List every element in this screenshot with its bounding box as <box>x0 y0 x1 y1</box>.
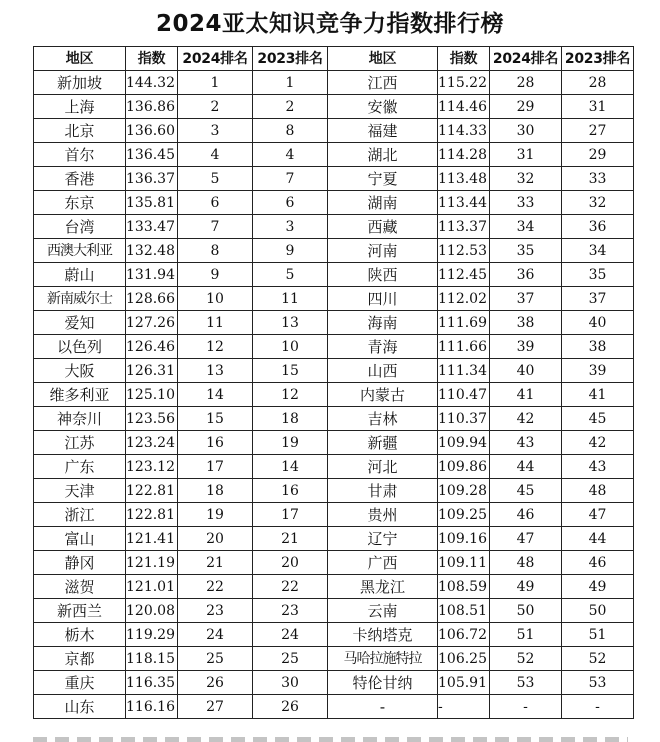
left-region-cell: 西澳大利亚 <box>34 239 126 263</box>
table-row <box>34 167 634 191</box>
right-index-cell: 114.33 <box>438 119 490 143</box>
right-region-cell: - <box>328 695 438 719</box>
left-index-cell: 123.12 <box>126 455 178 479</box>
left-rank-2023-cell: 2 <box>253 95 328 119</box>
left-rank-2023-cell: 5 <box>253 263 328 287</box>
right-index-cell: 110.37 <box>438 407 490 431</box>
left-rank-2023-cell: 21 <box>253 527 328 551</box>
left-region-cell: 天津 <box>34 479 126 503</box>
header-region-right: 地区 <box>328 47 438 71</box>
header-rank-2023-right: 2023排名 <box>562 47 634 71</box>
left-rank-2023-cell: 30 <box>253 671 328 695</box>
right-index-cell: 115.22 <box>438 71 490 95</box>
left-index-cell: 121.19 <box>126 551 178 575</box>
right-index-cell: 109.28 <box>438 479 490 503</box>
right-region-cell: 黑龙江 <box>328 575 438 599</box>
left-region-cell: 富山 <box>34 527 126 551</box>
left-index-cell: 123.24 <box>126 431 178 455</box>
right-region-cell: 河南 <box>328 239 438 263</box>
right-index-cell: 109.25 <box>438 503 490 527</box>
left-index-cell: 127.26 <box>126 311 178 335</box>
right-index-cell: 110.47 <box>438 383 490 407</box>
left-index-cell: 123.56 <box>126 407 178 431</box>
table-row <box>34 647 634 671</box>
left-index-cell: 122.81 <box>126 479 178 503</box>
left-rank-2024-cell: 18 <box>178 479 253 503</box>
right-region-cell: 甘肃 <box>328 479 438 503</box>
right-index-cell: 105.91 <box>438 671 490 695</box>
right-rank-2023-cell: 43 <box>562 455 634 479</box>
right-rank-2023-cell: 40 <box>562 311 634 335</box>
document-title: 2024亚太知识竞争力指数排行榜 <box>155 11 504 37</box>
left-rank-2023-cell: 22 <box>253 575 328 599</box>
table-row <box>34 119 634 143</box>
left-region-cell: 爱知 <box>34 311 126 335</box>
left-rank-2023-cell: 7 <box>253 167 328 191</box>
table-row <box>34 551 634 575</box>
left-rank-2024-cell: 20 <box>178 527 253 551</box>
left-rank-2024-cell: 3 <box>178 119 253 143</box>
left-rank-2024-cell: 23 <box>178 599 253 623</box>
table-header-row <box>34 47 634 71</box>
right-region-cell: 特伦甘纳 <box>328 671 438 695</box>
table-row <box>34 671 634 695</box>
left-rank-2024-cell: 9 <box>178 263 253 287</box>
left-index-cell: 122.81 <box>126 503 178 527</box>
left-rank-2024-cell: 13 <box>178 359 253 383</box>
header-region-left: 地区 <box>34 47 126 71</box>
right-rank-2024-cell: 53 <box>490 671 562 695</box>
left-index-cell: 126.46 <box>126 335 178 359</box>
right-index-cell: 113.44 <box>438 191 490 215</box>
right-region-cell: 辽宁 <box>328 527 438 551</box>
right-rank-2024-cell: 38 <box>490 311 562 335</box>
right-region-cell: 卡纳塔克 <box>328 623 438 647</box>
table-row <box>34 215 634 239</box>
right-rank-2024-cell: 36 <box>490 263 562 287</box>
right-region-cell: 江西 <box>328 71 438 95</box>
right-region-cell: 吉林 <box>328 407 438 431</box>
left-rank-2023-cell: 19 <box>253 431 328 455</box>
left-region-cell: 蔚山 <box>34 263 126 287</box>
right-index-cell: 109.16 <box>438 527 490 551</box>
right-index-cell: 109.11 <box>438 551 490 575</box>
left-rank-2024-cell: 7 <box>178 215 253 239</box>
left-rank-2024-cell: 15 <box>178 407 253 431</box>
left-rank-2023-cell: 26 <box>253 695 328 719</box>
table-row <box>34 311 634 335</box>
table-row <box>34 71 634 95</box>
table-row <box>34 143 634 167</box>
left-index-cell: 136.60 <box>126 119 178 143</box>
left-index-cell: 125.10 <box>126 383 178 407</box>
right-rank-2023-cell: 33 <box>562 167 634 191</box>
table-row <box>34 575 634 599</box>
left-index-cell: 119.29 <box>126 623 178 647</box>
left-region-cell: 东京 <box>34 191 126 215</box>
right-rank-2023-cell: 39 <box>562 359 634 383</box>
right-rank-2023-cell: 36 <box>562 215 634 239</box>
left-region-cell: 上海 <box>34 95 126 119</box>
left-region-cell: 新南威尔士 <box>34 287 126 311</box>
right-rank-2024-cell: 40 <box>490 359 562 383</box>
right-region-cell: 湖北 <box>328 143 438 167</box>
left-rank-2023-cell: 24 <box>253 623 328 647</box>
left-region-cell: 静冈 <box>34 551 126 575</box>
right-rank-2024-cell: 28 <box>490 71 562 95</box>
right-index-cell: 112.02 <box>438 287 490 311</box>
left-region-cell: 广东 <box>34 455 126 479</box>
right-index-cell: 112.53 <box>438 239 490 263</box>
table-row <box>34 599 634 623</box>
right-index-cell: 113.37 <box>438 215 490 239</box>
left-rank-2024-cell: 14 <box>178 383 253 407</box>
right-rank-2023-cell: 34 <box>562 239 634 263</box>
right-rank-2024-cell: 33 <box>490 191 562 215</box>
left-region-cell: 首尔 <box>34 143 126 167</box>
left-region-cell: 新西兰 <box>34 599 126 623</box>
right-rank-2024-cell: 34 <box>490 215 562 239</box>
right-index-cell: 111.66 <box>438 335 490 359</box>
right-rank-2023-cell: 27 <box>562 119 634 143</box>
right-index-cell: 114.46 <box>438 95 490 119</box>
left-index-cell: 132.48 <box>126 239 178 263</box>
right-rank-2023-cell: 37 <box>562 287 634 311</box>
left-index-cell: 121.01 <box>126 575 178 599</box>
table-row <box>34 95 634 119</box>
left-region-cell: 栃木 <box>34 623 126 647</box>
left-rank-2023-cell: 23 <box>253 599 328 623</box>
right-index-cell: 114.28 <box>438 143 490 167</box>
left-region-cell: 神奈川 <box>34 407 126 431</box>
left-index-cell: 136.45 <box>126 143 178 167</box>
right-region-cell: 安徽 <box>328 95 438 119</box>
right-region-cell: 青海 <box>328 335 438 359</box>
left-index-cell: 144.32 <box>126 71 178 95</box>
left-rank-2023-cell: 12 <box>253 383 328 407</box>
right-region-cell: 内蒙古 <box>328 383 438 407</box>
right-index-cell: 106.72 <box>438 623 490 647</box>
left-region-cell: 浙江 <box>34 503 126 527</box>
left-index-cell: 131.94 <box>126 263 178 287</box>
left-rank-2023-cell: 4 <box>253 143 328 167</box>
left-rank-2024-cell: 6 <box>178 191 253 215</box>
cropped-footnote-line <box>33 737 628 742</box>
left-rank-2023-cell: 11 <box>253 287 328 311</box>
left-index-cell: 128.66 <box>126 287 178 311</box>
left-rank-2023-cell: 9 <box>253 239 328 263</box>
left-rank-2024-cell: 26 <box>178 671 253 695</box>
left-region-cell: 江苏 <box>34 431 126 455</box>
left-region-cell: 重庆 <box>34 671 126 695</box>
left-rank-2023-cell: 15 <box>253 359 328 383</box>
left-rank-2023-cell: 20 <box>253 551 328 575</box>
left-rank-2024-cell: 22 <box>178 575 253 599</box>
left-index-cell: 118.15 <box>126 647 178 671</box>
right-region-cell: 新疆 <box>328 431 438 455</box>
left-rank-2024-cell: 25 <box>178 647 253 671</box>
right-region-cell: 四川 <box>328 287 438 311</box>
right-rank-2024-cell: 46 <box>490 503 562 527</box>
left-region-cell: 大阪 <box>34 359 126 383</box>
table-row <box>34 359 634 383</box>
left-region-cell: 北京 <box>34 119 126 143</box>
left-rank-2024-cell: 5 <box>178 167 253 191</box>
right-rank-2024-cell: 43 <box>490 431 562 455</box>
right-index-cell: 109.86 <box>438 455 490 479</box>
ranking-table <box>33 46 634 719</box>
right-index-cell: 111.34 <box>438 359 490 383</box>
table-row <box>34 695 634 719</box>
right-index-cell: 108.59 <box>438 575 490 599</box>
left-rank-2023-cell: 10 <box>253 335 328 359</box>
left-rank-2024-cell: 11 <box>178 311 253 335</box>
right-rank-2024-cell: 32 <box>490 167 562 191</box>
right-rank-2024-cell: 47 <box>490 527 562 551</box>
left-rank-2024-cell: 27 <box>178 695 253 719</box>
right-region-cell: 宁夏 <box>328 167 438 191</box>
right-rank-2023-cell: 49 <box>562 575 634 599</box>
right-region-cell: 福建 <box>328 119 438 143</box>
right-index-cell: 108.51 <box>438 599 490 623</box>
left-rank-2023-cell: 25 <box>253 647 328 671</box>
left-index-cell: 121.41 <box>126 527 178 551</box>
right-rank-2024-cell: 41 <box>490 383 562 407</box>
left-rank-2024-cell: 21 <box>178 551 253 575</box>
left-rank-2023-cell: 18 <box>253 407 328 431</box>
right-rank-2023-cell: 47 <box>562 503 634 527</box>
right-rank-2024-cell: 48 <box>490 551 562 575</box>
table-row <box>34 455 634 479</box>
right-rank-2023-cell: 44 <box>562 527 634 551</box>
left-rank-2024-cell: 1 <box>178 71 253 95</box>
left-index-cell: 136.86 <box>126 95 178 119</box>
right-rank-2024-cell: 49 <box>490 575 562 599</box>
right-rank-2024-cell: 51 <box>490 623 562 647</box>
right-region-cell: 山西 <box>328 359 438 383</box>
right-rank-2023-cell: 41 <box>562 383 634 407</box>
left-index-cell: 120.08 <box>126 599 178 623</box>
right-rank-2023-cell: 28 <box>562 71 634 95</box>
right-rank-2024-cell: 42 <box>490 407 562 431</box>
right-index-cell: 106.25 <box>438 647 490 671</box>
right-rank-2024-cell: 45 <box>490 479 562 503</box>
right-rank-2023-cell: 53 <box>562 671 634 695</box>
table-row <box>34 191 634 215</box>
right-rank-2024-cell: 37 <box>490 287 562 311</box>
table-row <box>34 623 634 647</box>
right-rank-2024-cell: 39 <box>490 335 562 359</box>
left-rank-2023-cell: 3 <box>253 215 328 239</box>
right-rank-2023-cell: - <box>562 695 634 719</box>
left-region-cell: 京都 <box>34 647 126 671</box>
header-index-left: 指数 <box>126 47 178 71</box>
right-rank-2023-cell: 29 <box>562 143 634 167</box>
right-region-cell: 河北 <box>328 455 438 479</box>
right-rank-2024-cell: 50 <box>490 599 562 623</box>
left-index-cell: 135.81 <box>126 191 178 215</box>
left-rank-2024-cell: 2 <box>178 95 253 119</box>
left-rank-2023-cell: 16 <box>253 479 328 503</box>
right-rank-2024-cell: 35 <box>490 239 562 263</box>
left-rank-2023-cell: 13 <box>253 311 328 335</box>
right-region-cell: 贵州 <box>328 503 438 527</box>
left-rank-2024-cell: 8 <box>178 239 253 263</box>
right-rank-2023-cell: 35 <box>562 263 634 287</box>
right-index-cell: 113.48 <box>438 167 490 191</box>
left-rank-2023-cell: 1 <box>253 71 328 95</box>
right-index-cell: 112.45 <box>438 263 490 287</box>
header-index-right: 指数 <box>438 47 490 71</box>
left-rank-2023-cell: 17 <box>253 503 328 527</box>
left-index-cell: 116.16 <box>126 695 178 719</box>
left-rank-2024-cell: 16 <box>178 431 253 455</box>
left-region-cell: 台湾 <box>34 215 126 239</box>
right-rank-2023-cell: 52 <box>562 647 634 671</box>
left-region-cell: 维多利亚 <box>34 383 126 407</box>
right-rank-2023-cell: 38 <box>562 335 634 359</box>
right-index-cell: 111.69 <box>438 311 490 335</box>
table-row <box>34 239 634 263</box>
left-rank-2024-cell: 19 <box>178 503 253 527</box>
table-row <box>34 335 634 359</box>
left-region-cell: 山东 <box>34 695 126 719</box>
left-rank-2024-cell: 4 <box>178 143 253 167</box>
table-row <box>34 527 634 551</box>
right-region-cell: 广西 <box>328 551 438 575</box>
right-region-cell: 马哈拉施特拉 <box>328 647 438 671</box>
left-region-cell: 新加坡 <box>34 71 126 95</box>
left-rank-2024-cell: 12 <box>178 335 253 359</box>
right-rank-2023-cell: 46 <box>562 551 634 575</box>
table-row <box>34 263 634 287</box>
right-region-cell: 西藏 <box>328 215 438 239</box>
table-row <box>34 383 634 407</box>
right-rank-2024-cell: 30 <box>490 119 562 143</box>
left-rank-2023-cell: 8 <box>253 119 328 143</box>
right-region-cell: 陕西 <box>328 263 438 287</box>
right-region-cell: 海南 <box>328 311 438 335</box>
left-index-cell: 136.37 <box>126 167 178 191</box>
right-rank-2023-cell: 51 <box>562 623 634 647</box>
right-index-cell: - <box>438 695 490 719</box>
right-rank-2023-cell: 45 <box>562 407 634 431</box>
table-row <box>34 407 634 431</box>
right-rank-2023-cell: 32 <box>562 191 634 215</box>
right-rank-2024-cell: 52 <box>490 647 562 671</box>
right-region-cell: 湖南 <box>328 191 438 215</box>
left-rank-2024-cell: 10 <box>178 287 253 311</box>
right-rank-2024-cell: 31 <box>490 143 562 167</box>
left-rank-2023-cell: 6 <box>253 191 328 215</box>
right-rank-2023-cell: 31 <box>562 95 634 119</box>
left-region-cell: 以色列 <box>34 335 126 359</box>
table-row <box>34 431 634 455</box>
left-region-cell: 香港 <box>34 167 126 191</box>
right-rank-2024-cell: - <box>490 695 562 719</box>
header-rank-2024-right: 2024排名 <box>490 47 562 71</box>
right-region-cell: 云南 <box>328 599 438 623</box>
right-rank-2024-cell: 29 <box>490 95 562 119</box>
left-rank-2024-cell: 24 <box>178 623 253 647</box>
left-rank-2023-cell: 14 <box>253 455 328 479</box>
left-index-cell: 116.35 <box>126 671 178 695</box>
left-index-cell: 126.31 <box>126 359 178 383</box>
right-rank-2023-cell: 42 <box>562 431 634 455</box>
left-region-cell: 滋贺 <box>34 575 126 599</box>
header-rank-2023-left: 2023排名 <box>253 47 328 71</box>
left-index-cell: 133.47 <box>126 215 178 239</box>
left-rank-2024-cell: 17 <box>178 455 253 479</box>
right-rank-2023-cell: 48 <box>562 479 634 503</box>
right-rank-2024-cell: 44 <box>490 455 562 479</box>
header-rank-2024-left: 2024排名 <box>178 47 253 71</box>
table-row <box>34 479 634 503</box>
table-row <box>34 287 634 311</box>
right-index-cell: 109.94 <box>438 431 490 455</box>
table-row <box>34 503 634 527</box>
right-rank-2023-cell: 50 <box>562 599 634 623</box>
